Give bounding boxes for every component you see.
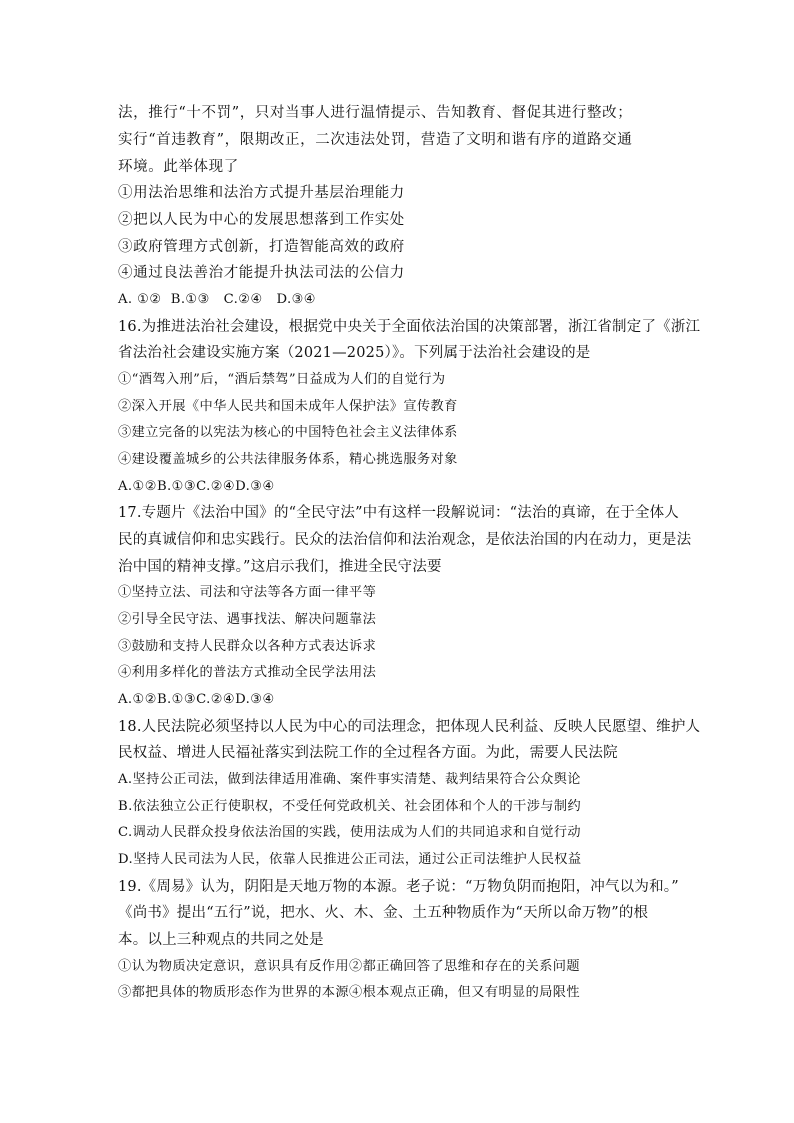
q18-stem-line-1: 18.人民法院必须坚持以人民为中心的司法理念，把体现人民利益、反映人民愿望、维护人 (118, 719, 701, 735)
q15-option-1: ①用法治思维和法治方式提升基层治理能力 (118, 185, 405, 201)
q17-stem-line-3: 治中国的精神支撑。”这启示我们，推进全民守法要 (118, 559, 442, 575)
q17-option-1: ①坚持立法、司法和守法等各方面一律平等 (118, 585, 377, 600)
q15-choices: A. ①② B.①③ C.②④ D.③④ (118, 292, 317, 307)
q15-option-4: ④通过良法善治才能提升执法司法的公信力 (118, 265, 405, 281)
q18-option-b: B.依法独立公正行使职权，不受任何党政机关、社会团体和个人的干涉与制约 (118, 799, 582, 814)
q17-stem-line-2: 民的真诚信仰和忠实践行。民众的法治信仰和法治观念，是依法治国的内在动力，更是法 (118, 532, 692, 548)
q18-option-a: A.坚持公正司法，做到法律适用准确、案件事实清楚、裁判结果符合公众舆论 (118, 772, 581, 787)
q17-option-2: ②引导全民守法、遇事找法、解决问题靠法 (118, 612, 377, 627)
q16-choices: A.①②B.①③C.②④D.③④ (118, 479, 275, 494)
q18-option-d: D.坚持人民司法为人民，依靠人民推进公正司法，通过公正司法维护人民权益 (118, 852, 582, 867)
q17-choices: A.①②B.①③C.②④D.③④ (118, 692, 275, 707)
q19-stem-line-2: 《尚书》提出“五行”说，把水、火、木、金、土五种物质作为“天所以命万物”的根 (118, 905, 649, 921)
q19-option-row-1: ①认为物质决定意识，意识具有反作用②都正确回答了思维和存在的关系问题 (118, 959, 580, 974)
q16-stem-line-1: 16.为推进法治社会建设，根据党中央关于全面依法治国的决策部署，浙江省制定了《浙江 (118, 319, 701, 335)
q15-stem-line-2: 实行“首违教育”，限期改正，二次违法处罚，营造了文明和谐有序的道路交通 (118, 132, 633, 148)
q19-stem-line-3: 本。以上三种观点的共同之处是 (118, 932, 324, 948)
q16-option-3: ③建立完备的以宪法为核心的中国特色社会主义法律体系 (118, 425, 458, 440)
q15-stem-line-1: 法，推行“十不罚”，只对当事人进行温情提示、告知教育、督促其进行整改； (118, 105, 633, 121)
q18-stem-line-2: 民权益、增进人民福祉落实到法院工作的全过程各方面。为此，需要人民法院 (118, 745, 618, 761)
q17-option-3: ③鼓励和支持人民群众以各种方式表达诉求 (118, 639, 377, 654)
q16-option-1: ①“酒驾入刑”后，“酒后禁驾”日益成为人们的自觉行为 (118, 372, 446, 387)
q16-option-4: ④建设覆盖城乡的公共法律服务体系，精心挑选服务对象 (118, 452, 458, 467)
q16-option-2: ②深入开展《中华人民共和国未成年人保护法》宣传教育 (118, 399, 458, 414)
q17-option-4: ④利用多样化的普法方式推动全民学法用法 (118, 665, 377, 680)
q15-option-3: ③政府管理方式创新，打造智能高效的政府 (118, 239, 405, 255)
q15-stem-line-3: 环境。此举体现了 (118, 159, 239, 175)
q19-option-row-2: ③都把具体的物质形态作为世界的本源④根本观点正确，但又有明显的局限性 (118, 985, 580, 1000)
q15-option-2: ②把以人民为中心的发展思想落到工作实处 (118, 212, 405, 228)
q19-stem-line-1: 19.《周易》认为，阴阳是天地万物的本源。老子说：“万物负阴而抱阳，冲气以为和。” (118, 879, 679, 895)
q18-option-c: C.调动人民群众投身依法治国的实践，使用法成为人们的共同追求和自觉行动 (118, 825, 581, 840)
q16-stem-line-2: 省法治社会建设实施方案（2021—2025）》。下列属于法治社会建设的是 (118, 345, 591, 361)
q17-stem-line-1: 17.专题片《法治中国》的“全民守法”中有这样一段解说词：“法治的真谛，在于全体人 (118, 505, 679, 521)
